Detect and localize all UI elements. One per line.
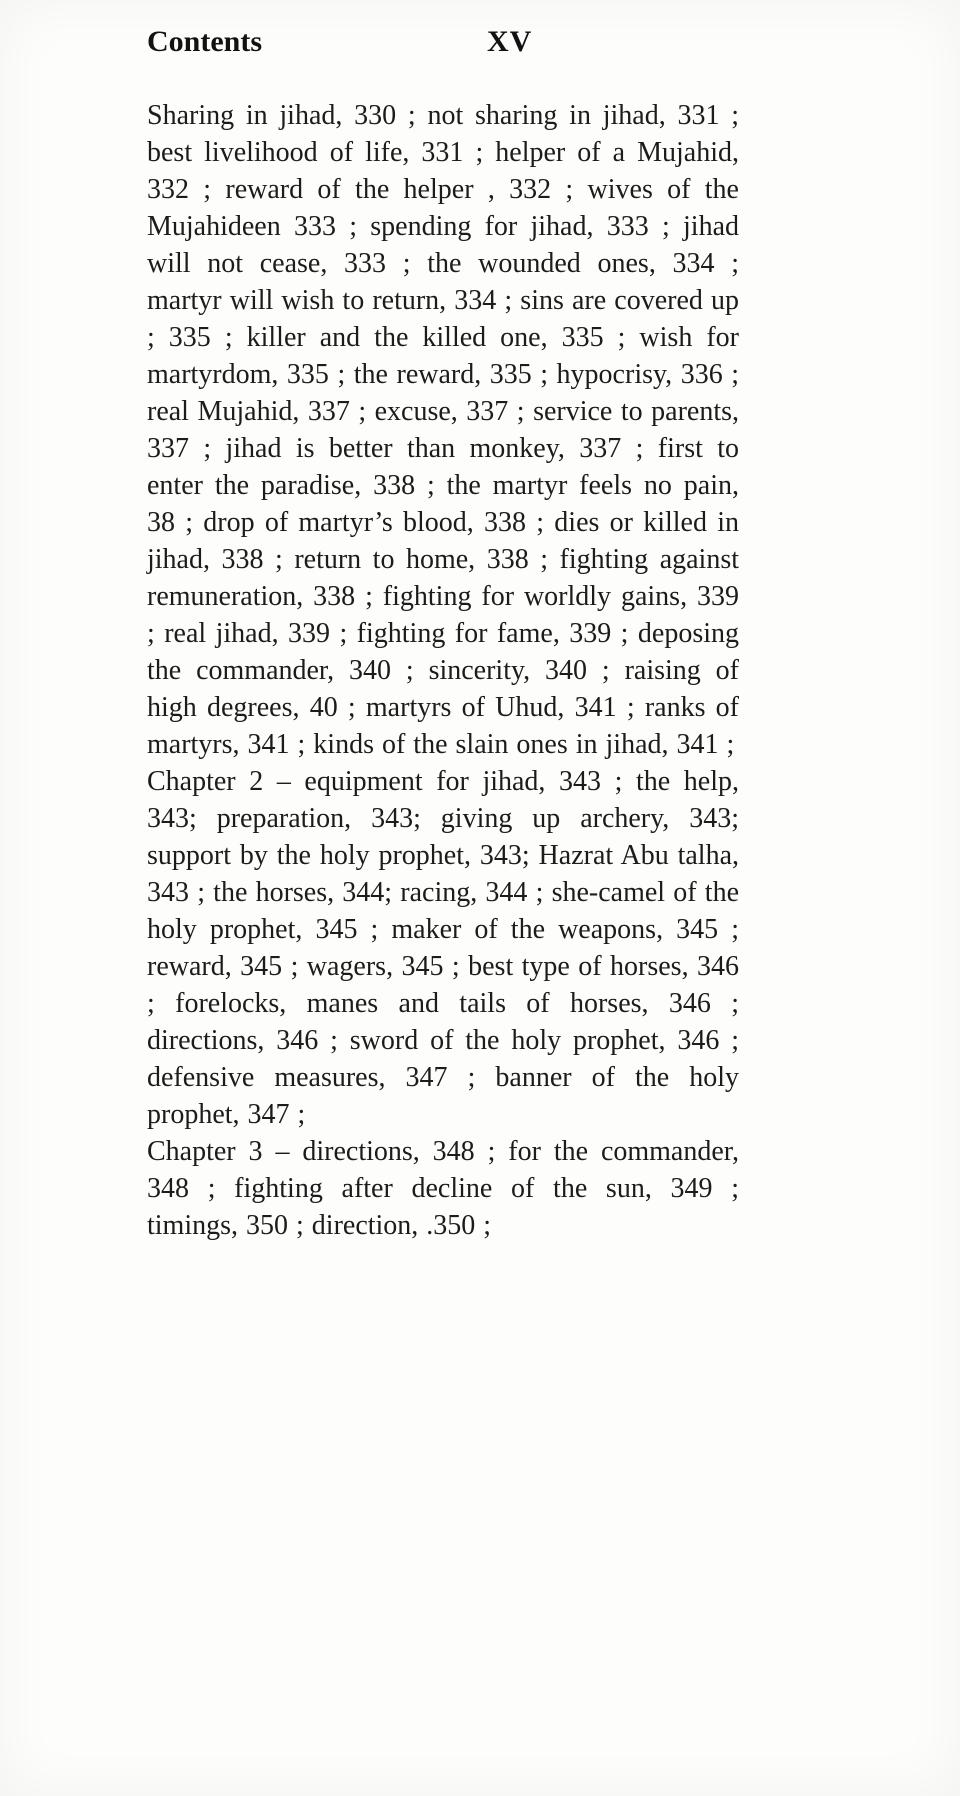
contents-heading: Contents xyxy=(147,25,263,58)
page-header xyxy=(147,22,739,68)
contents-paragraph-2: Chapter 2 – equipment for jihad, 343 ; the help, 343; preparation, 343; giving up archery, 343; support by the holy prophet, 343; Hazrat Abu talha, 343 ; the horses, 344; racing, 344 ; she-camel of the holy prophet, 345 ; maker of the weapons, 345 ; reward, 345 ; wagers, 345 ; best type of horses, 346 ; forelocks, manes and tails of horses, 346 ; directions, 346 ; sword of the holy prophet, 346 ; defensive measures, 347 ; banner of the holy prophet, 347 ; xyxy=(147,766,739,1130)
text-column xyxy=(147,22,739,1244)
contents-body xyxy=(147,97,739,1244)
contents-paragraph-1: Sharing in jihad, 330 ; not sharing in jihad, 331 ; best livelihood of life, 331 ; helper of a Mujahid, 332 ; reward of the helper , 332 ; wives of the Mujahideen 333 ; spending for jihad, 333 ; jihad will not cease, 333 ; the wounded ones, 334 ; martyr will wish to return, 334 ; sins are covered up ; 335 ; killer and the killed one, 335 ; wish for martyrdom, 335 ; the reward, 335 ; hypocrisy, 336 ; real Mujahid, 337 ; excuse, 337 ; service to parents, 337 ; jihad is better than monkey, 337 ; first to enter the paradise, 338 ; the martyr feels no pain, 38 ; drop of martyr’s blood, 338 ; dies or killed in jihad, 338 ; return to home, 338 ; fighting against remuneration, 338 ; fighting for worldly gains, 339 ; real jihad, 339 ; fighting for fame, 339 ; deposing the commander, 340 ; sincerity, 340 ; raising of high degrees, 40 ; martyrs of Uhud, 341 ; ranks of martyrs, 341 ; kinds of the slain ones in jihad, 341 ; xyxy=(147,100,739,760)
contents-paragraph-3: Chapter 3 – directions, 348 ; for the commander, 348 ; fighting after decline of the sun, 349 ; timings, 350 ; direction, .350 ; xyxy=(147,1136,739,1241)
page-number: XV xyxy=(487,25,533,58)
